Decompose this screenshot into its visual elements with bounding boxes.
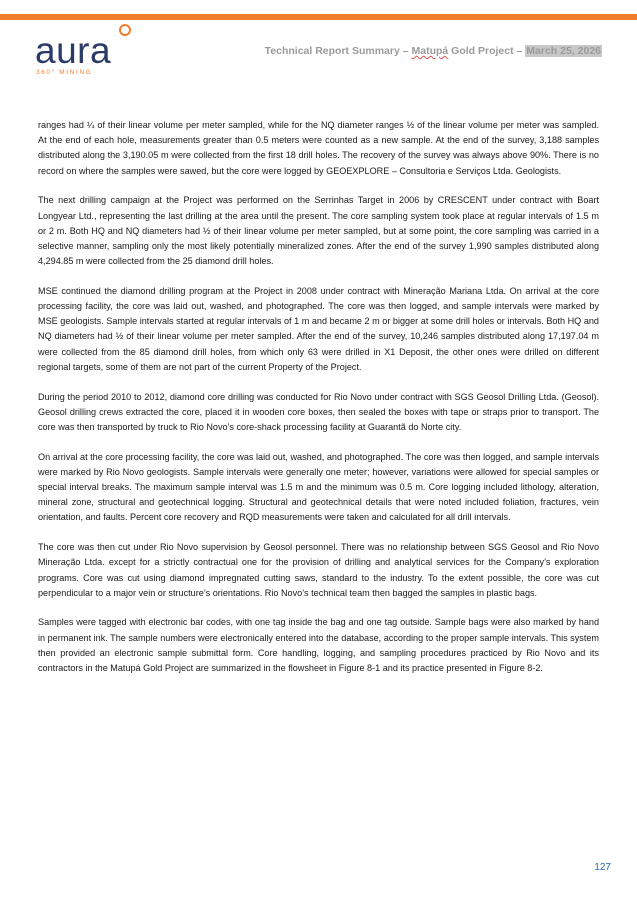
header-title-suffix: Gold Project –: [448, 45, 526, 57]
body-text: [38, 118, 599, 691]
header-date: March 25, 2026: [526, 45, 601, 57]
paragraph: The core was then cut under Rio Novo supervision by Geosol personnel. There was no relationship between SGS Geosol and Rio Novo Mineração Ltda. except for a strictly contractual one for the provision of drilling and analytical services for the Company’s exploration programs. Core was cut using diamond impregnated cutting saws, standard to the industry. To the extent possible, the core was cut perpendicular to a major vein or structure’s orientations. Rio Novo’s technical team then bagged the samples in plastic bags.: [38, 542, 599, 598]
aura-logo: [35, 24, 145, 84]
header-title-prefix: Technical Report Summary –: [264, 45, 412, 57]
paragraph: ranges had ¼ of their linear volume per meter sampled, while for the NQ diameter ranges ½ of the linear volume per meter was sampled. At the end of each hole, measurements greater than 0.5 meters were counted as a new sample. At the end of the survey, 3,188 samples distributed along the 3,190.05 m were collected from the first 18 drill holes. The recovery of the survey was always above 90%. There is no record on where the samples were sawed, but the core were logged by GEOEXPLORE – Consultoria e Serviços Ltda. Geologists.: [38, 120, 599, 176]
logo-wordmark: aura: [35, 30, 112, 71]
paragraph: MSE continued the diamond drilling program at the Project in 2008 under contract with Mineração Mariana Ltda. On arrival at the core processing facility, the core was laid out, washed, and photographed. The core was then logged, and sample intervals were marked by MSE geologists. Sample intervals started at regular intervals of 1 m and became 2 m or bigger at some drill holes or intervals. Both HQ and NQ diameters had ½ of their linear volume per meter sampled. After the end of the survey, 10,246 samples distributed along 17,197.04 m were collected from the 85 diamond drill holes, from which only 63 were drilled in X1 Deposit, the other ones were drilled on different regional targets, some of them are not part of the current Property of the Project.: [38, 285, 599, 372]
page-number: 127: [594, 862, 611, 873]
paragraph: On arrival at the core processing facility, the core was laid out, washed, and photographed. The core was then logged, and sample intervals were marked by Rio Novo geologists. Sample intervals were generally one meter; however, variations were allowed for special samples or special interval breaks. The maximum sample interval was 1.5 m and the minimum was 0.5 m. Core logging included lithology, alteration, mineral zone, structural and geotechnical logging. Structural and geotechnical details that were noted included foliation, fractures, vein orientation, and faults. Percent core recovery and RQD measurements were taken and calculated for all drill intervals.: [38, 451, 599, 523]
logo-ring-icon: [119, 24, 131, 36]
logo-tagline: 360° MINING: [36, 69, 93, 76]
paragraph: The next drilling campaign at the Project was performed on the Serrinhas Target in 2006 by CRESCENT under contract with Boart Longyear Ltd., representing the last drilling at the area until the present. The core sampling system took place at regular intervals of 1.5 m or 2 m. Both HQ and NQ diameters had ½ of their linear volume per meter sampled, but at some point, the core sampling was carried in a selective manner, sampling only the most likely potentially mineralized zones. After the end of the survey 1,990 samples distributed along 4,294.85 m were collected from the 25 diamond drill holes.: [38, 195, 599, 267]
header-project-name: Matupá: [411, 45, 449, 57]
paragraph: During the period 2010 to 2012, diamond core drilling was conducted for Rio Novo under contract with SGS Geosol Drilling Ltda. (Geosol). Geosol drilling crews extracted the core, placed it in wooden core boxes, then sealed the boxes with tape or straps prior to transport. The core was then transported by truck to Rio Novo’s core-shack processing facility at Guarantã do Norte city.: [38, 391, 599, 432]
header-accent-bar: [0, 14, 637, 20]
paragraph: Samples were tagged with electronic bar codes, with one tag inside the bag and one tag outside. Sample bags were also marked by hand in permanent ink. The sample numbers were electronically entered into the database, according to the proper sample intervals. This system then provided an electronic sample submittal form. Core handling, logging, and sampling procedures practiced by Rio Novo and its contractors in the Matupá Gold Project are summarized in the flowsheet in Figure 8-1 and its practice presented in Figure 8-2.: [38, 617, 599, 674]
running-header: [265, 45, 602, 57]
